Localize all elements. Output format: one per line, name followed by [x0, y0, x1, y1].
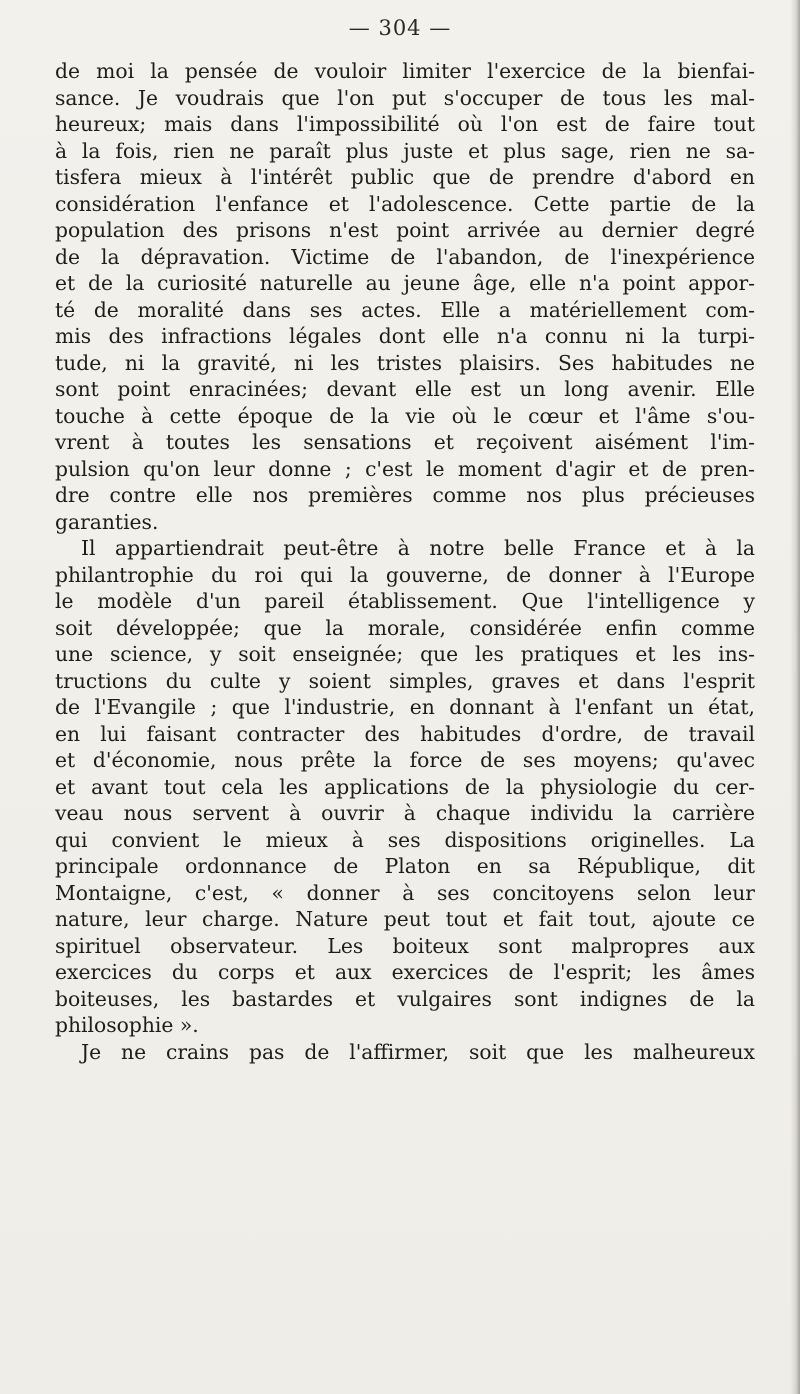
text-line: qui convient le mieux à ses dispositions originelles. La	[55, 827, 755, 852]
text-line: le modèle d'un pareil établissement. Que l'intelligence y	[55, 589, 755, 613]
body-text	[55, 58, 755, 1065]
text-line: en lui faisant contracter des habitudes d'ordre, de travail	[55, 721, 755, 746]
text-line: pulsion qu'on leur donne ; c'est le moment d'agir et de pren-	[55, 456, 755, 481]
text-line: population des prisons n'est point arrivée au dernier degré	[55, 218, 755, 242]
text-line: té de moralité dans ses actes. Elle a matériellement com-	[55, 297, 755, 322]
text-line: de l'Evangile ; que l'industrie, en donnant à l'enfant un état,	[55, 695, 755, 719]
text-line: et de la curiosité naturelle au jeune âge, elle n'a point appor-	[55, 271, 755, 295]
text-line: spirituel observateur. Les boiteux sont malpropres aux	[55, 933, 755, 958]
text-line: tude, ni la gravité, ni les tristes plaisirs. Ses habitudes ne	[55, 350, 755, 375]
text-line: dre contre elle nos premières comme nos plus précieuses	[55, 483, 755, 507]
text-line: vrent à toutes les sensations et reçoivent aisément l'im-	[55, 430, 755, 454]
paragraph-end-line: philosophie ».	[55, 1013, 199, 1037]
paragraph-start-line: Il appartiendrait peut-être à notre belle France et à la	[81, 536, 755, 560]
paragraph-end-line: garanties.	[55, 509, 159, 534]
text-line: de la dépravation. Victime de l'abandon, de l'inexpérience	[55, 244, 755, 269]
text-line: tisfera mieux à l'intérêt public que de prendre d'abord en	[55, 165, 755, 189]
text-line: de moi la pensée de vouloir limiter l'exercice de la bienfai-	[55, 59, 755, 83]
page-number: — 304 —	[348, 16, 452, 40]
text-line: et d'économie, nous prête la force de ses moyens; qu'avec	[55, 748, 755, 772]
text-line: à la fois, rien ne paraît plus juste et plus sage, rien ne sa-	[55, 138, 755, 163]
text-line: tructions du culte y soient simples, graves et dans l'esprit	[55, 668, 755, 693]
text-line: Montaigne, c'est, « donner à ses concitoyens selon leur	[55, 880, 755, 905]
text-line: sance. Je voudrais que l'on put s'occuper de tous les mal-	[55, 85, 755, 110]
text-line: sont point enracinées; devant elle est un long avenir. Elle	[55, 377, 755, 401]
text-line: soit développée; que la morale, considérée enfin comme	[55, 615, 755, 640]
text-line: touche à cette époque de la vie où le cœur et l'âme s'ou-	[55, 403, 755, 428]
text-line: considération l'enfance et l'adolescence. Cette partie de la	[55, 191, 755, 216]
text-line: nature, leur charge. Nature peut tout et fait tout, ajoute ce	[55, 907, 755, 931]
text-line: heureux; mais dans l'impossibilité où l'on est de faire tout	[55, 112, 755, 136]
text-line: mis des infractions légales dont elle n'a connu ni la turpi-	[55, 324, 755, 348]
text-line: boiteuses, les bastardes et vulgaires sont indignes de la	[55, 986, 755, 1011]
text-line: philantrophie du roi qui la gouverne, de donner à l'Europe	[55, 562, 755, 587]
paragraph-start-line: Je ne crains pas de l'affirmer, soit que les malheureux	[81, 1039, 755, 1064]
text-line: veau nous servent à ouvrir à chaque individu la carrière	[55, 801, 755, 825]
text-line: principale ordonnance de Platon en sa République, dit	[55, 854, 755, 878]
text-line: une science, y soit enseignée; que les pratiques et les ins-	[55, 642, 755, 666]
text-line: exercices du corps et aux exercices de l'esprit; les âmes	[55, 960, 755, 984]
page-edge-shadow	[790, 0, 800, 1394]
text-line: et avant tout cela les applications de la physiologie du cer-	[55, 774, 755, 799]
